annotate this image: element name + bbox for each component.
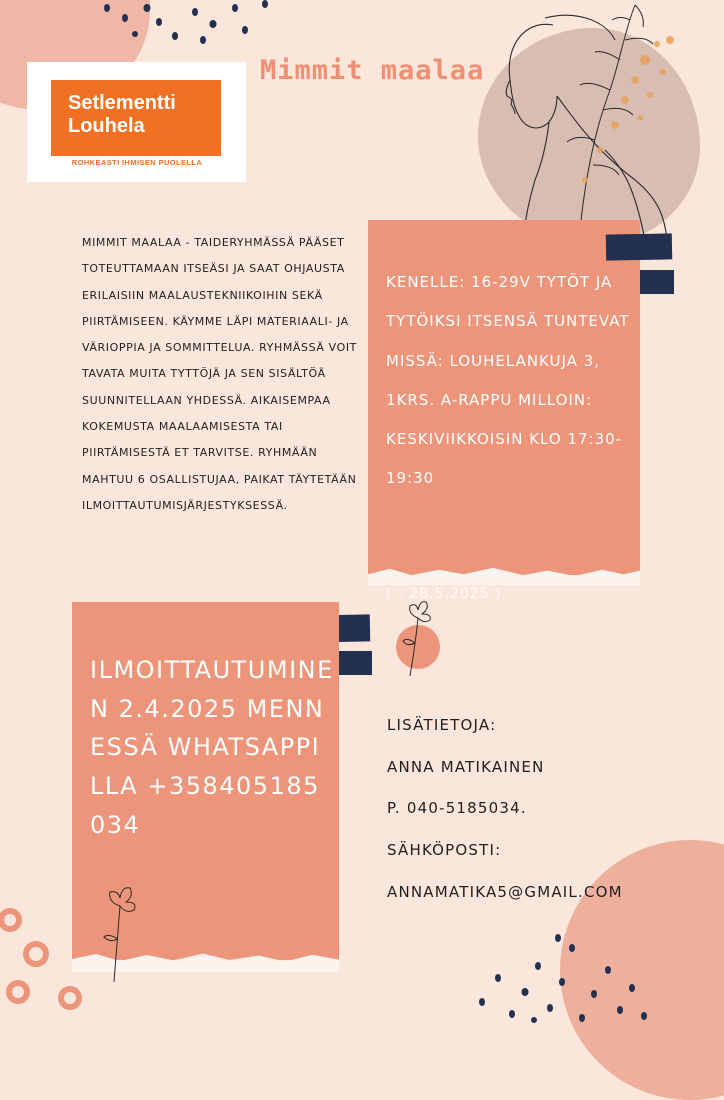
flower-icon <box>400 598 440 678</box>
contact-email[interactable]: ANNAMATIKA5@GMAIL.COM <box>387 882 623 901</box>
faint-end-date: ( - 28.5.2025 ) <box>386 586 502 602</box>
portrait-line-art <box>485 0 700 245</box>
accent-bar-2 <box>640 270 674 294</box>
decor-dots-bottom <box>470 930 650 1024</box>
logo-card <box>27 62 246 182</box>
registration-text: ILMOITTAUTUMINEN 2.4.2025 MENNESSÄ WHATSAPPILLA +358405185034 <box>90 656 334 839</box>
decor-dots-top <box>95 0 275 50</box>
contact-info <box>387 705 707 914</box>
description-text: MIMMIT MAALAA - TAIDERYHMÄSSÄ PÄÄSET TOTEUTTAMAAN ITSEÄSI JA SAAT OHJAUSTA ERILAISIIN MAALAUSTEKNIIKOIHIN SEKÄ PIIRTÄMISEEN. KÄYMME LÄPI MATERIAALI- JA VÄRIOPPIA JA SOMMITTELUA. RYHMÄSSÄ VOIT TAVATA MUITA TYTTÖJÄ JA SEN SISÄLTÖÄ SUUNNITELLAAN YHDESSÄ. AIKAISEMPAA KOKEMUSTA MAALAAMISESTA TAI PIIRTÄMISESTÄ ET TARVITSE. RYHMÄÄN MAHTUU 6 OSALLISTUJAA, PAIKAT TÄYTETÄÄN ILMOITTAUTUMISJÄRJESTYKSESSÄ. <box>82 236 358 512</box>
accent-bar-4 <box>339 651 372 675</box>
contact-heading: LISÄTIETOJA: <box>387 716 497 734</box>
contact-email-label: SÄHKÖPOSTI: <box>387 841 502 860</box>
accent-bar-1 <box>606 233 672 260</box>
logo-mark <box>51 80 221 156</box>
page-title: Mimmit maalaa <box>260 55 485 86</box>
contact-phone: P. 040-5185034. <box>387 799 527 818</box>
details-text: KENELLE: 16-29V TYTÖT JA TYTÖIKSI ITSENSÄ TUNTEVAT MISSÄ: LOUHELANKUJA 3, 1KRS. A-RAPPU MILLOIN: KESKIVIIKKOISIN KLO 17:30-19:30 <box>386 273 630 488</box>
flower-icon-left <box>100 884 144 984</box>
logo-line-1: Setlementti <box>68 92 176 114</box>
logo-line-2: Louhela <box>68 115 145 137</box>
contact-name: ANNA MATIKAINEN <box>387 757 545 776</box>
logo-tagline: ROHKEASTI IHMISEN PUOLELLA <box>71 158 203 167</box>
